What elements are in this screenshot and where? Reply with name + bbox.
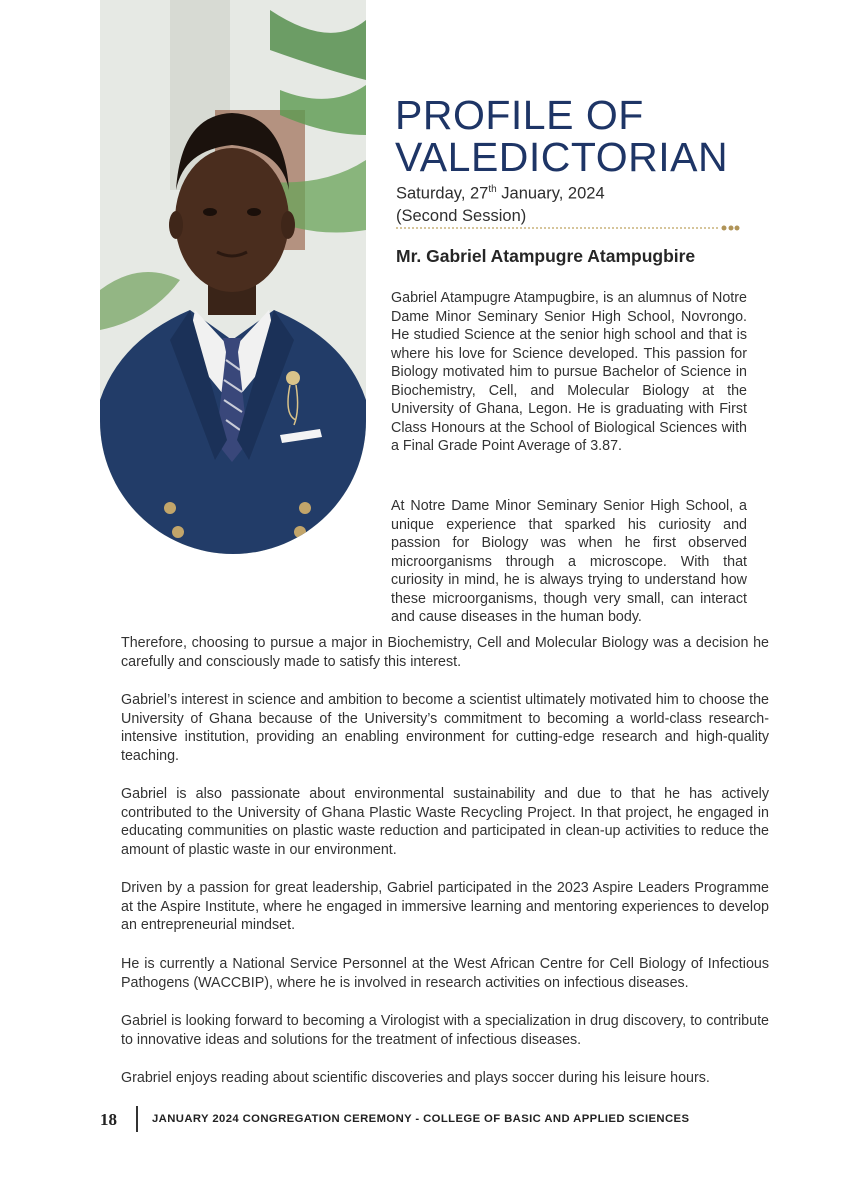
page-number: 18 xyxy=(100,1110,117,1129)
bio-paragraph-5: Gabriel is also passionate about environmental sustainability and due to that he has actively contributed to the University of Ghana Plastic Waste Recycling Project. In that project, he engaged in educating communities on plastic waste reduction and participated in clean-up activities to reduce the amount of plastic waste in our environment. xyxy=(121,786,769,858)
date-prefix: Saturday, 27 xyxy=(396,184,489,203)
bio-paragraph-1: Gabriel Atampugre Atampugbire, is an alumnus of Notre Dame Minor Seminary Senior High School, Novrongo. He studied Science at the senior high school and that is where his love for Science developed. This passion for Biology motivated him to pursue Bachelor of Science in Biochemistry, Cell, and Molecular Biology at the University of Ghana, Legon. He is graduating with First Class Honours at the School of Biological Sciences with a Final Grade Point Average of 3.87. xyxy=(391,290,747,454)
page-title xyxy=(395,94,815,178)
footer-divider xyxy=(136,1106,138,1132)
bio-paragraph-3: Therefore, choosing to pursue a major in Biochemistry, Cell and Molecular Biology was a decision he carefully and consciously made to satisfy this interest. xyxy=(121,635,769,670)
portrait-illustration xyxy=(100,0,366,554)
title-line-2: VALEDICTORIAN xyxy=(395,134,729,180)
bio-paragraph-4: Gabriel’s interest in science and ambition to become a scientist ultimately motivated him to choose the University of Ghana because of the University’s commitment to becoming a world-class research-intensive institution, providing an enabling environment for cutting-edge research and high-quality teaching. xyxy=(121,692,769,764)
footer-caption: JANUARY 2024 CONGREGATION CEREMONY - COLLEGE OF BASIC AND APPLIED SCIENCES xyxy=(152,1113,690,1125)
bio-paragraph-8: Gabriel is looking forward to becoming a Virologist with a specialization in drug discovery, to contribute to innovative ideas and solutions for the treatment of infectious diseases. xyxy=(121,1013,769,1048)
bio-paragraph-2: At Notre Dame Minor Seminary Senior High School, a unique experience that sparked his curiosity and passion for Biology was when he first observed microorganisms through a microscope. With that curiosity in mind, he is always trying to understand how these microorganisms, though very small, can interact and cause diseases in the human body. xyxy=(391,498,747,625)
session-label: (Second Session) xyxy=(396,206,527,225)
bio-paragraph-7: He is currently a National Service Personnel at the West African Centre for Cell Biology of Infectious Pathogens (WACCBIP), where he is involved in research activities on infectious diseases. xyxy=(121,956,769,991)
event-date xyxy=(396,179,605,227)
date-ordinal: th xyxy=(488,184,497,195)
portrait-photo xyxy=(100,0,366,554)
ornamental-divider xyxy=(396,224,740,232)
date-rest: January, 2024 xyxy=(496,184,605,203)
valedictorian-name: Mr. Gabriel Atampugre Atampugbire xyxy=(396,246,696,266)
title-line-1: PROFILE OF xyxy=(395,92,644,138)
bio-paragraph-6: Driven by a passion for great leadership, Gabriel participated in the 2023 Aspire Leaders Programme at the Aspire Institute, where he engaged in immersive learning and mentoring experiences to develop an entrepreneurial mindset. xyxy=(121,880,769,933)
bio-paragraph-9: Grabriel enjoys reading about scientific discoveries and plays soccer during his leisure hours. xyxy=(121,1070,710,1086)
